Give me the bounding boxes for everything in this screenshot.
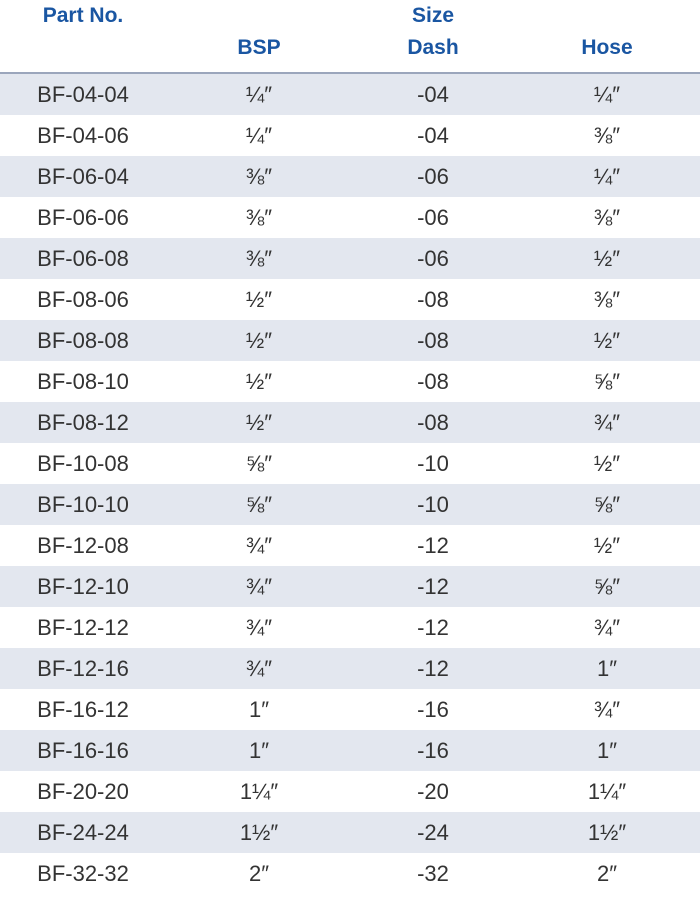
bsp-cell: 2″ [248,861,270,886]
part-no-cell: BF-16-16 [37,738,129,763]
header-dash: Dash [407,36,459,59]
part-no-cell: BF-08-10 [37,369,129,394]
dash-cell: -08 [417,410,449,435]
part-no-cell: BF-06-08 [37,246,129,271]
part-no-cell: BF-12-10 [37,574,129,599]
table-row [0,74,700,115]
part-no-cell: BF-20-20 [37,779,129,804]
table-row [0,525,700,566]
bsp-cell: ¾″ [245,533,273,558]
dash-cell: -20 [417,779,449,804]
bsp-cell: 1″ [248,738,270,763]
hose-cell: 1½″ [587,820,627,845]
table-row [0,484,700,525]
hose-cell: 1¼″ [587,779,627,804]
hose-cell: ⅝″ [593,492,621,517]
hose-cell: ½″ [593,533,621,558]
part-no-cell: BF-08-08 [37,328,129,353]
bsp-cell: 1¼″ [239,779,279,804]
header-bsp: BSP [237,36,281,59]
table-row [0,238,700,279]
part-no-cell: BF-12-08 [37,533,129,558]
dash-cell: -06 [417,205,449,230]
bsp-cell: ⅝″ [245,451,273,476]
hose-cell: ¾″ [593,615,621,640]
bsp-cell: ½″ [245,328,273,353]
dash-cell: -12 [417,615,449,640]
bsp-cell: ¾″ [245,615,273,640]
dash-cell: -08 [417,328,449,353]
hose-cell: ⅜″ [593,123,621,148]
table-row [0,771,700,812]
part-no-cell: BF-04-06 [37,123,129,148]
table-header [0,0,700,74]
dash-cell: -10 [417,451,449,476]
table-row [0,730,700,771]
bsp-cell: 1½″ [239,820,279,845]
dash-cell: -12 [417,574,449,599]
bsp-cell: ⅜″ [245,164,273,189]
hose-cell: ⅜″ [593,287,621,312]
hose-cell: ½″ [593,328,621,353]
dash-cell: -08 [417,369,449,394]
part-no-cell: BF-24-24 [37,820,129,845]
table-row [0,361,700,402]
bsp-cell: ⅜″ [245,246,273,271]
hose-cell: 1″ [596,656,618,681]
dash-cell: -06 [417,164,449,189]
table-row [0,607,700,648]
table-row [0,648,700,689]
table-row [0,853,700,894]
bsp-cell: ¼″ [245,82,273,107]
dash-cell: -06 [417,246,449,271]
hose-cell: ⅜″ [593,205,621,230]
dash-cell: -12 [417,533,449,558]
dash-cell: -16 [417,697,449,722]
bsp-cell: ½″ [245,369,273,394]
dash-cell: -04 [417,82,449,107]
dash-cell: -12 [417,656,449,681]
table-row [0,443,700,484]
header-size: Size [411,4,455,27]
part-no-cell: BF-16-12 [37,697,129,722]
part-no-cell: BF-12-16 [37,656,129,681]
hose-cell: ½″ [593,246,621,271]
part-no-cell: BF-08-06 [37,287,129,312]
dash-cell: -24 [417,820,449,845]
table-row [0,812,700,853]
hose-cell: ⅝″ [593,369,621,394]
header-part-no: Part No. [42,4,124,27]
dash-cell: -16 [417,738,449,763]
table-row [0,197,700,238]
table-row [0,156,700,197]
hose-cell: 1″ [596,738,618,763]
header-hose: Hose [581,36,633,59]
bsp-cell: 1″ [248,697,270,722]
table-row [0,115,700,156]
table-row [0,566,700,607]
hose-cell: ¼″ [593,164,621,189]
dash-cell: -10 [417,492,449,517]
part-no-cell: BF-32-32 [37,861,129,886]
dash-cell: -08 [417,287,449,312]
table-row [0,279,700,320]
bsp-cell: ⅝″ [245,492,273,517]
table-row [0,689,700,730]
part-no-cell: BF-10-08 [37,451,129,476]
table-row [0,320,700,361]
part-no-cell: BF-10-10 [37,492,129,517]
part-no-cell: BF-06-06 [37,205,129,230]
hose-cell: ¾″ [593,697,621,722]
bsp-cell: ¼″ [245,123,273,148]
table-body [0,74,700,894]
part-no-cell: BF-08-12 [37,410,129,435]
hose-cell: ¼″ [593,82,621,107]
hose-cell: ½″ [593,451,621,476]
bsp-cell: ⅜″ [245,205,273,230]
dash-cell: -32 [417,861,449,886]
bsp-cell: ½″ [245,410,273,435]
table-row [0,402,700,443]
dash-cell: -04 [417,123,449,148]
part-no-cell: BF-06-04 [37,164,129,189]
part-no-cell: BF-04-04 [37,82,129,107]
hose-cell: ⅝″ [593,574,621,599]
bsp-cell: ¾″ [245,574,273,599]
hose-cell: ¾″ [593,410,621,435]
hose-cell: 2″ [596,861,618,886]
bsp-cell: ¾″ [245,656,273,681]
part-no-cell: BF-12-12 [37,615,129,640]
bsp-cell: ½″ [245,287,273,312]
